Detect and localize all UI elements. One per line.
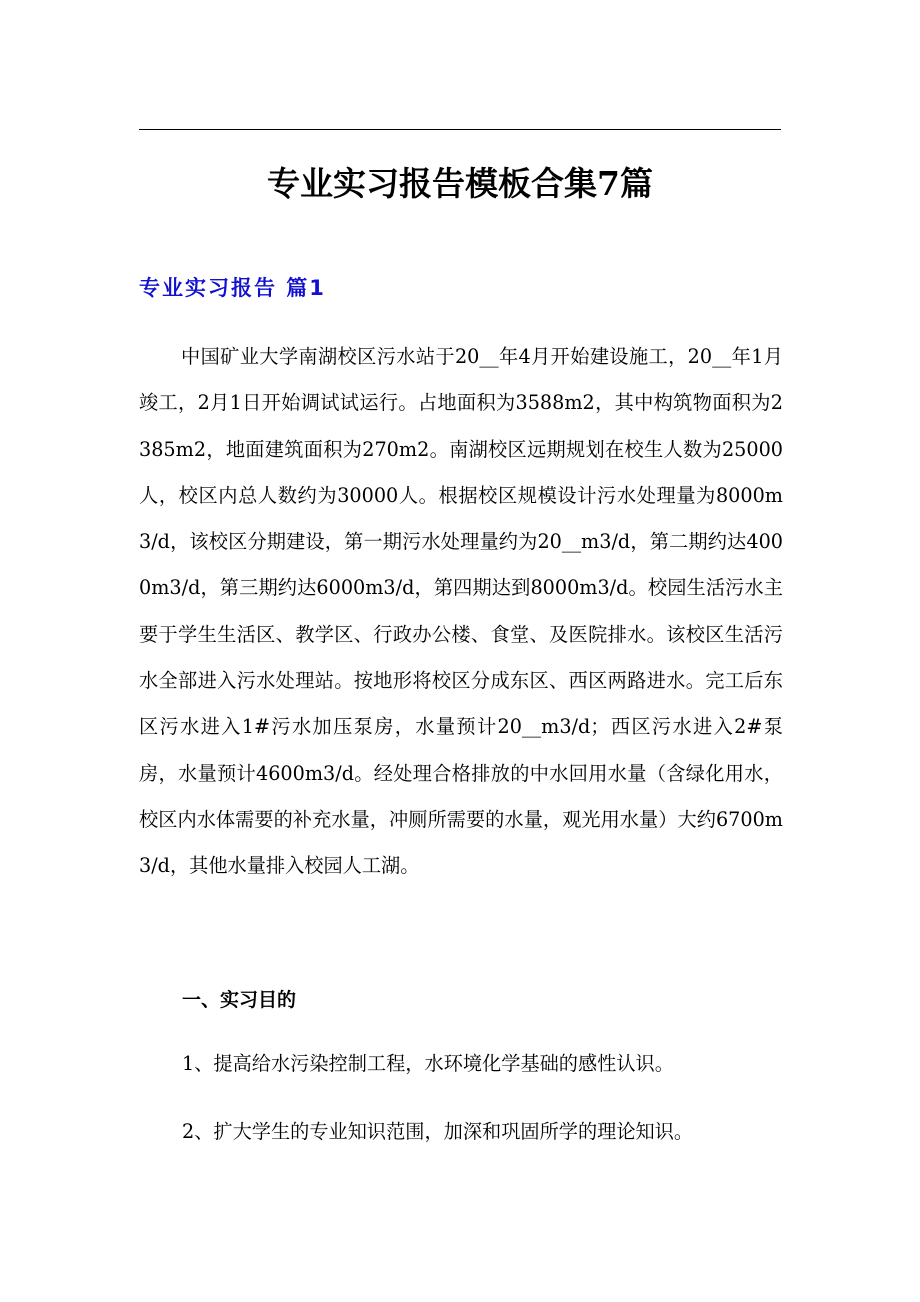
list-item: 1、提高给水污染控制工程，水环境化学基础的感性认识。 bbox=[182, 1052, 674, 1075]
top-rule bbox=[139, 129, 781, 130]
body-paragraph: 中国矿业大学南湖校区污水站于20__年4月开始建设施工，20__年1月竣工，2月1日开始调试试运行。占地面积为3588m2，其中构筑物面积为2385m2，地面建筑面积为270m2。南湖校区远期规划在校生人数为25000人，校区内总人数约为30000人。根据校区规模设计污水处理量为8000m3/d，该校区分期建设，第一期污水处理量约为20__m3/d，第二期约达4000m3/d，第三期约达6000m3/d，第四期达到8000m3/d。校园生活污水主要于学生生活区、教学区、行政办公楼、食堂、及医院排水。该校区生活污水全部进入污水处理站。按地形将校区分成东区、西区两路进水。完工后东区污水进入1#污水加压泵房，水量预计20__m3/d；西区污水进入2#泵房，水量预计4600m3/d。经处理合格排放的中水回用水量（含绿化用水，校区内水体需要的补充水量，冲厕所需要的水量，观光用水量）大约6700m3/d，其他水量排入校园人工湖。 bbox=[139, 345, 783, 878]
list-item: 2、扩大学生的专业知识范围，加深和巩固所学的理论知识。 bbox=[182, 1120, 694, 1143]
section-heading: 专业实习报告 篇1 bbox=[139, 276, 326, 300]
subheading-purpose: 一、实习目的 bbox=[182, 989, 297, 1011]
document-title: 专业实习报告模板合集7篇 bbox=[267, 164, 653, 203]
